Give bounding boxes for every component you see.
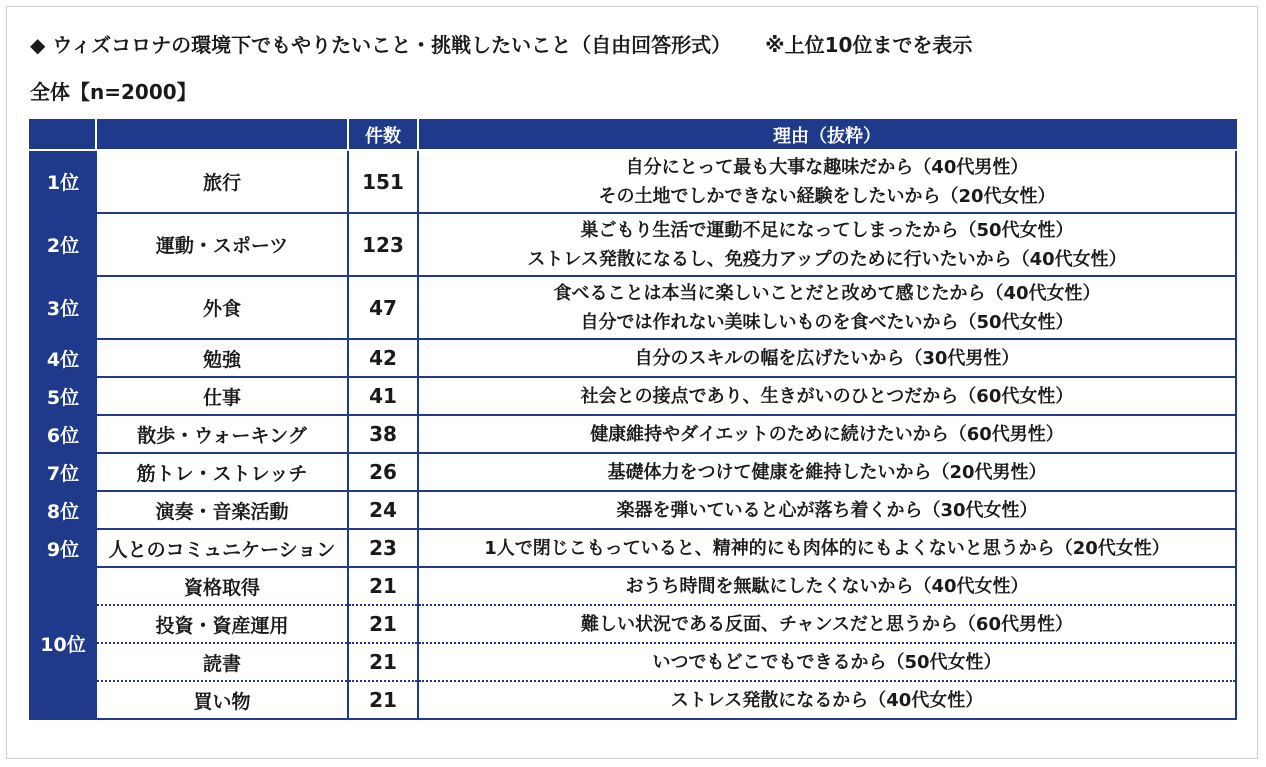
reason-text: 巣ごもり生活で運動不足になってしまったから（50代女性）	[580, 219, 1074, 241]
reason-cell: 1人で閉じこもっていると、精神的にも肉体的にもよくないと思うから（20代女性）	[418, 529, 1236, 567]
reason-cell: 社会との接点であり、生きがいのひとつだから（60代女性）	[418, 377, 1236, 415]
rank-cell: 2位	[30, 213, 96, 276]
rank-cell: 3位	[30, 276, 96, 339]
rank-cell: 10位	[30, 567, 96, 719]
table-row	[30, 377, 1236, 415]
item-cell: 筋トレ・ストレッチ	[96, 453, 348, 491]
count-cell: 42	[348, 339, 418, 377]
item-cell: 外食	[96, 276, 348, 339]
reason-cell: ストレス発散になるから（40代女性）	[418, 681, 1236, 719]
reason-cell: 健康維持やダイエットのために続けたいから（60代男性）	[418, 415, 1236, 453]
reason-cell: 難しい状況である反面、チャンスだと思うから（60代男性）	[418, 605, 1236, 643]
item-cell: 運動・スポーツ	[96, 213, 348, 276]
item-cell: 演奏・音楽活動	[96, 491, 348, 529]
reason-cell	[418, 150, 1236, 213]
header-count: 件数	[348, 120, 418, 150]
rank-cell: 8位	[30, 491, 96, 529]
rank-cell: 4位	[30, 339, 96, 377]
item-cell: 買い物	[96, 681, 348, 719]
table-row	[30, 567, 1236, 605]
table-row	[30, 213, 1236, 276]
count-cell: 123	[348, 213, 418, 276]
reason-cell: いつでもどこでもできるから（50代女性）	[418, 643, 1236, 681]
count-cell: 23	[348, 529, 418, 567]
item-cell: 旅行	[96, 150, 348, 213]
item-cell: 人とのコミュニケーション	[96, 529, 348, 567]
title-note: ※上位10位までを表示	[765, 33, 973, 57]
header-rank	[30, 120, 96, 150]
rank-cell: 1位	[30, 150, 96, 213]
count-cell: 151	[348, 150, 418, 213]
table-row	[30, 491, 1236, 529]
reason-text: 自分では作れない美味しいものを食べたいから（50代女性）	[580, 311, 1074, 333]
reason-cell: 楽器を弾いていると心が落ち着くから（30代女性）	[418, 491, 1236, 529]
rank-cell: 9位	[30, 529, 96, 567]
title-text: ◆ ウィズコロナの環境下でもやりたいこと・挑戦したいこと（自由回答形式）	[30, 33, 732, 57]
table-row	[30, 276, 1236, 339]
reason-cell: 基礎体力をつけて健康を維持したいから（20代男性）	[418, 453, 1236, 491]
rank-cell: 6位	[30, 415, 96, 453]
table-row	[30, 339, 1236, 377]
count-cell: 24	[348, 491, 418, 529]
sample-size-label: 全体【n=2000】	[30, 80, 197, 104]
reason-cell: 自分のスキルの幅を広げたいから（30代男性）	[418, 339, 1236, 377]
table-row	[30, 453, 1236, 491]
rank-cell: 5位	[30, 377, 96, 415]
item-cell: 仕事	[96, 377, 348, 415]
header-reason: 理由（抜粋）	[418, 120, 1236, 150]
table-row	[30, 415, 1236, 453]
count-cell: 21	[348, 681, 418, 719]
table-row	[30, 605, 1236, 643]
reason-text: ストレス発散になるし、免疫力アップのために行いたいから（40代女性）	[527, 248, 1127, 270]
reason-cell	[418, 276, 1236, 339]
reason-text: 食べることは本当に楽しいことだと改めて感じたから（40代女性）	[553, 282, 1101, 304]
table-row	[30, 529, 1236, 567]
count-cell: 21	[348, 643, 418, 681]
reason-cell: おうち時間を無駄にしたくないから（40代女性）	[418, 567, 1236, 605]
item-cell: 散歩・ウォーキング	[96, 415, 348, 453]
page-title	[30, 30, 972, 60]
count-cell: 21	[348, 605, 418, 643]
item-cell: 勉強	[96, 339, 348, 377]
table-row	[30, 643, 1236, 681]
item-cell: 読書	[96, 643, 348, 681]
table-header-row	[30, 120, 1236, 150]
rank-cell: 7位	[30, 453, 96, 491]
table-row	[30, 681, 1236, 719]
reason-cell	[418, 213, 1236, 276]
count-cell: 41	[348, 377, 418, 415]
count-cell: 21	[348, 567, 418, 605]
item-cell: 資格取得	[96, 567, 348, 605]
item-cell: 投資・資産運用	[96, 605, 348, 643]
ranking-table	[29, 119, 1237, 720]
header-item	[96, 120, 348, 150]
count-cell: 38	[348, 415, 418, 453]
reason-text: 自分にとって最も大事な趣味だから（40代男性）	[625, 156, 1029, 178]
reason-text: その土地でしかできない経験をしたいから（20代女性）	[598, 185, 1056, 207]
table-row	[30, 150, 1236, 213]
count-cell: 47	[348, 276, 418, 339]
count-cell: 26	[348, 453, 418, 491]
